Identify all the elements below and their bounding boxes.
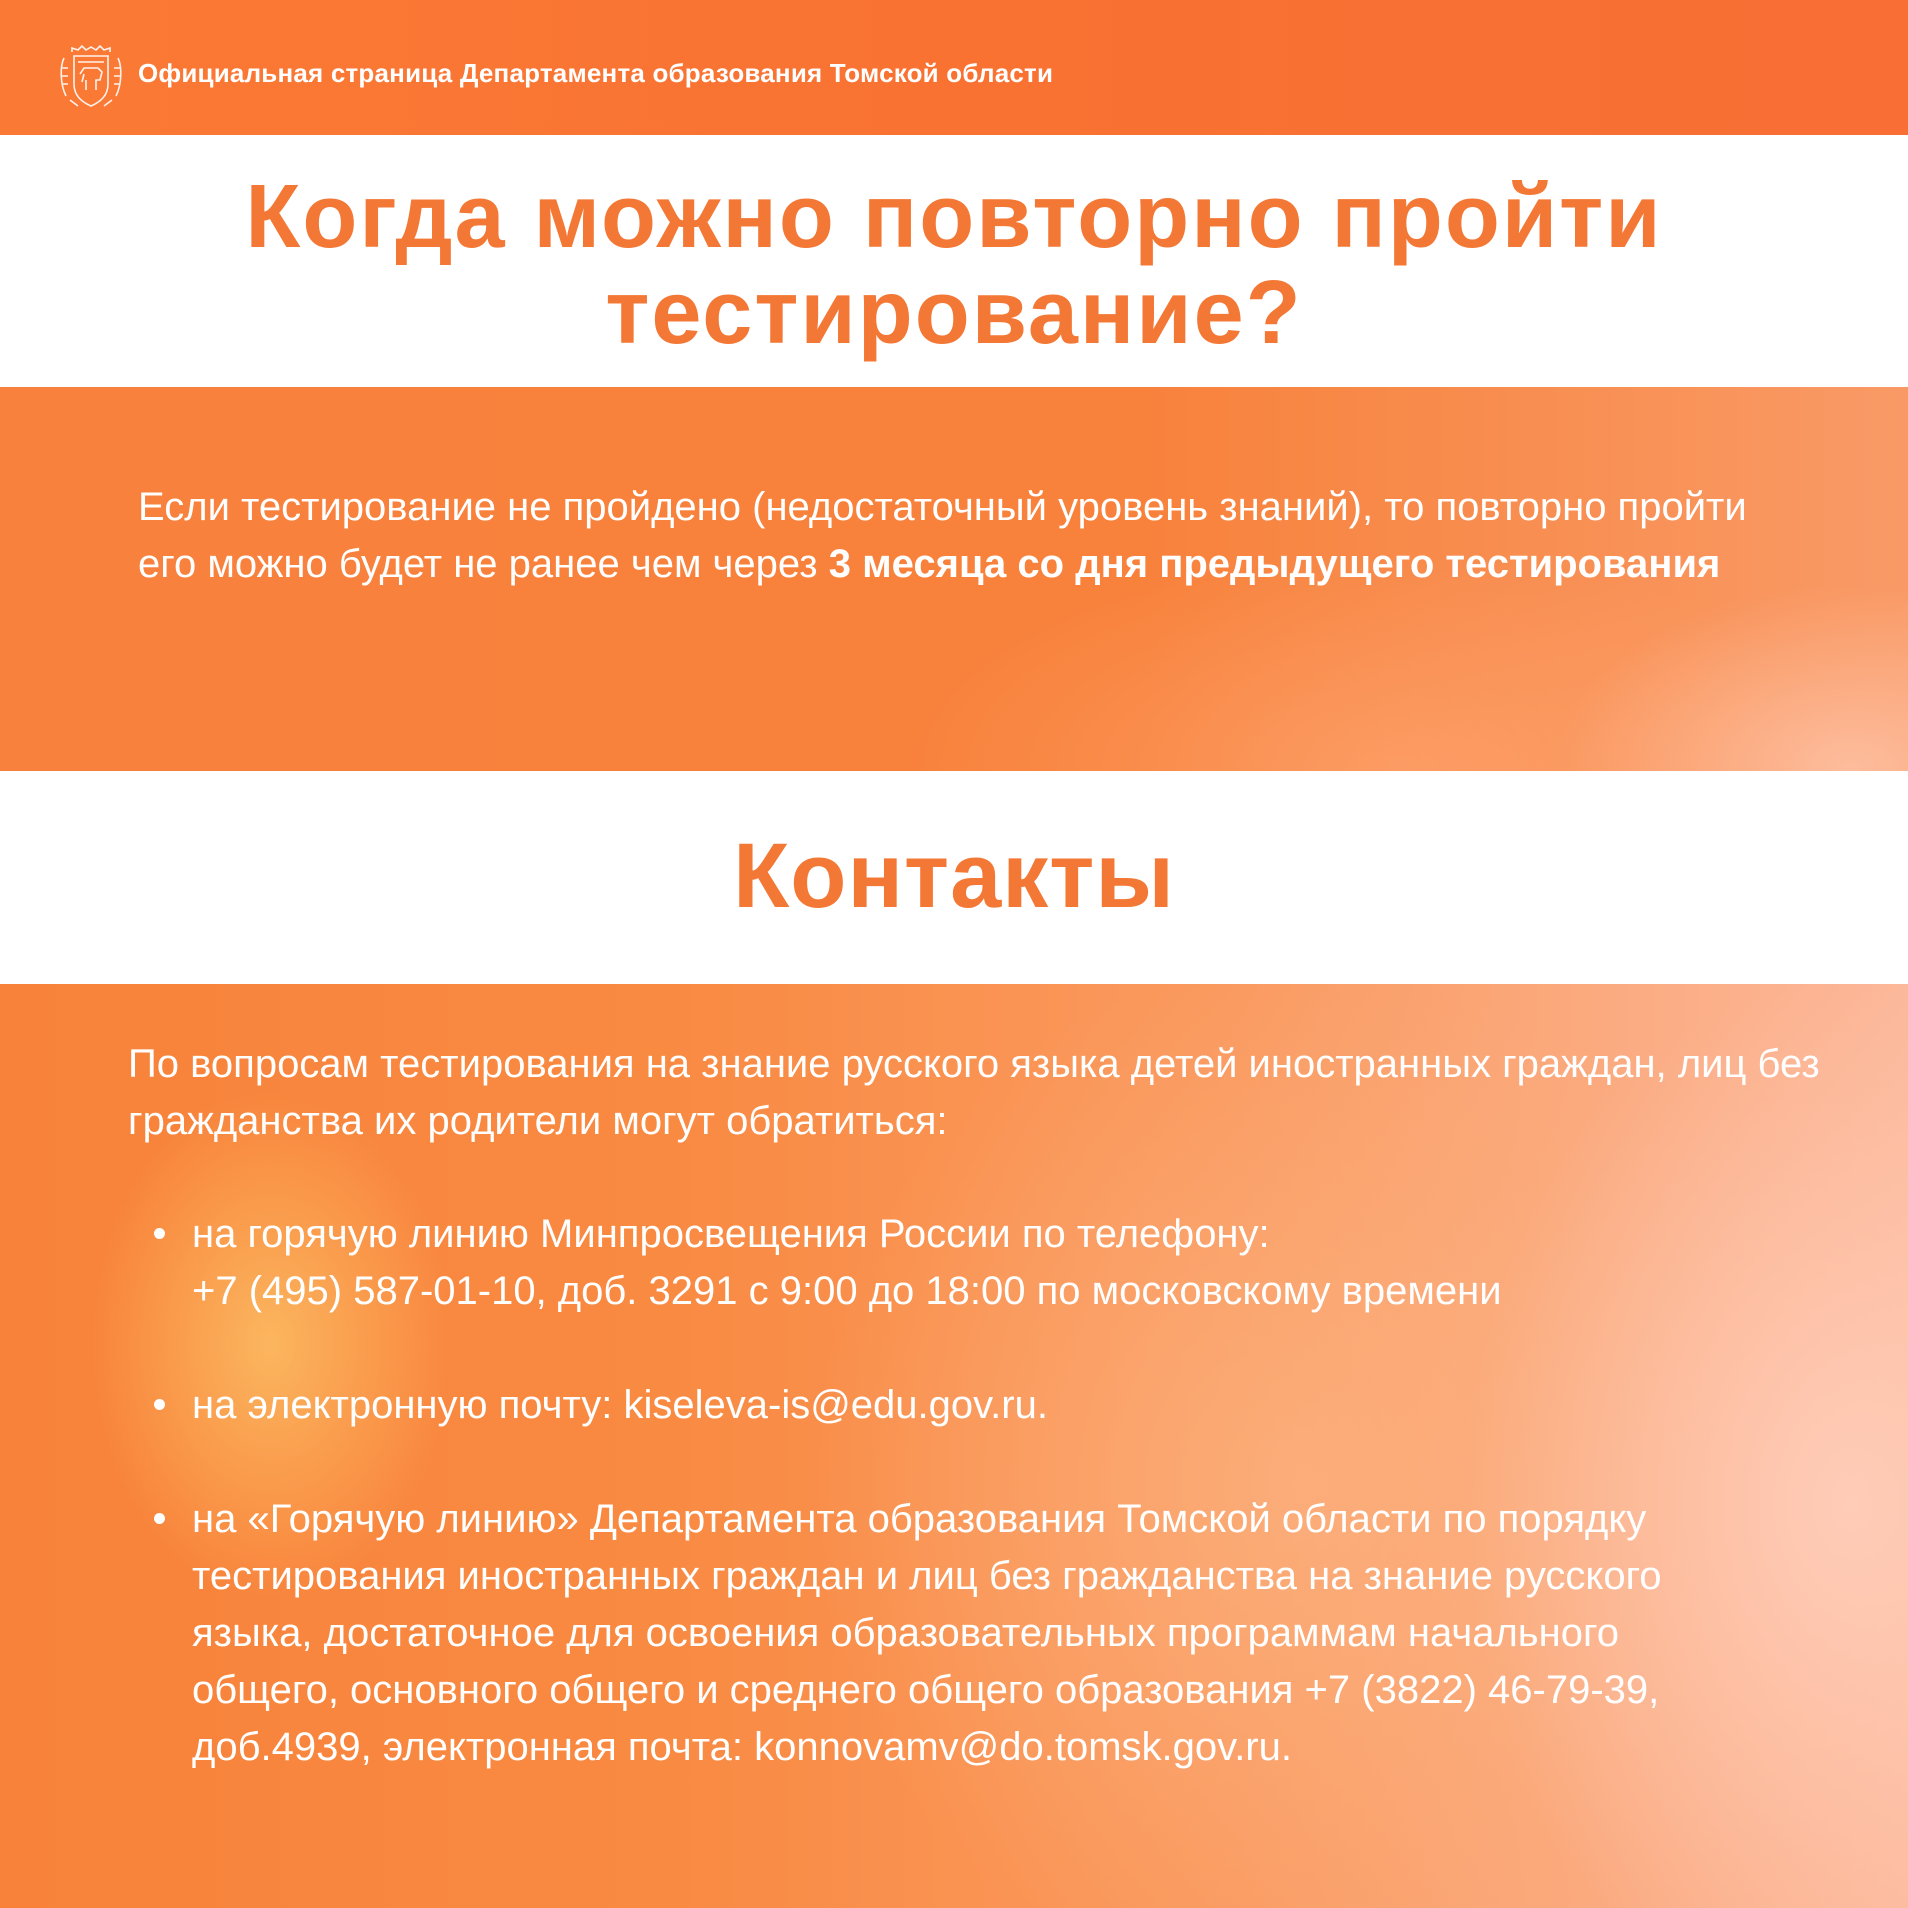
info-text-bold: 3 месяца со дня предыдущего тестирования [828, 542, 1721, 586]
list-item [192, 1206, 1752, 1320]
page-title-line-1: Когда можно повторно пройти [245, 167, 1663, 267]
header-title: Официальная страница Департамента образования Томской области [138, 58, 1054, 88]
contacts-title-block [0, 771, 1908, 984]
bullet-icon [154, 1513, 165, 1524]
contacts-intro: По вопросам тестирования на знание русского языка детей иностранных граждан, лиц без гражданства их родители могут обратиться: [128, 1042, 1820, 1143]
tomsk-region-coat-of-arms-icon [58, 44, 124, 110]
list-item [192, 1491, 1752, 1776]
contact-item-3-text: на «Горячую линию» Департамента образования Томской области по порядку тестирования иностранных граждан и лиц без гражданства на знание русского языка, достаточное для освоения образовательных программам начального общего, основного общего и среднего общего образования +7 (3822) 46-79-39, доб.4939, электронная почта: konnovamv@do.tomsk.gov.ru. [192, 1497, 1662, 1769]
contacts-title: Контакты [733, 825, 1175, 927]
title-block [0, 135, 1908, 387]
header-bar [0, 0, 1908, 135]
list-item [192, 1377, 1752, 1434]
contacts-block [0, 984, 1908, 1908]
bullet-icon [154, 1228, 165, 1239]
page-title-line-2: тестирование? [605, 263, 1303, 363]
info-text-regular: Если тестирование не пройдено (недостаточный уровень знаний), то повторно пройти его можно будет не ранее чем через [138, 485, 1747, 586]
contact-item-1-line-2: +7 (495) 587-01-10, доб. 3291 с 9:00 до 18:00 по московскому времени [192, 1269, 1502, 1313]
info-text [138, 479, 1798, 593]
info-block [0, 387, 1908, 771]
contact-item-2-text: на электронную почту: kiseleva-is@edu.gov.ru. [192, 1383, 1048, 1427]
contact-item-1-line-1: на горячую линию Минпросвещения России по телефону: [192, 1212, 1270, 1256]
bullet-icon [154, 1399, 165, 1410]
